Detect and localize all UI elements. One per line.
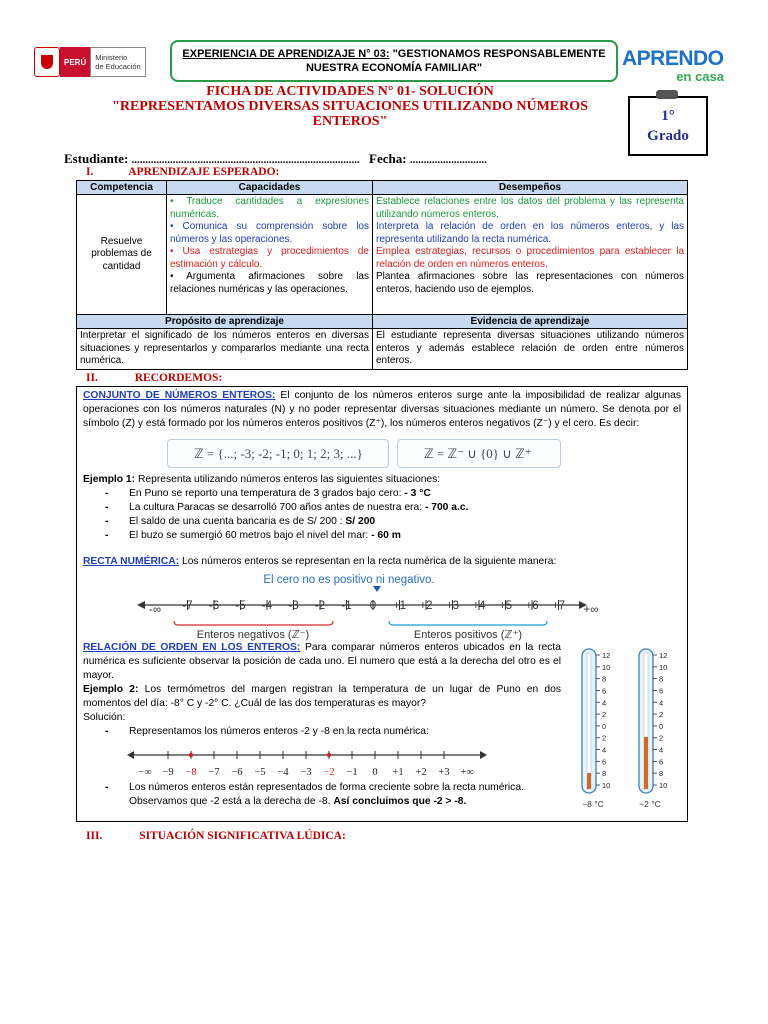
scale-label: 4 xyxy=(602,698,607,708)
recta-paragraph: RECTA NUMÉRICA: Los números enteros se representan en la recta numérica de la siguiente manera: xyxy=(83,556,557,567)
tick-label: -7 xyxy=(182,600,193,612)
section-3-heading: III. SITUACIÓN SIGNIFICATIVA LÚDICA: xyxy=(86,830,346,842)
scale-label: 8 xyxy=(659,674,664,684)
competencia-cell: Resuelve problemas de cantidad xyxy=(77,195,167,315)
header-competencia: Competencia xyxy=(77,181,167,195)
tick-label: -6 xyxy=(208,600,220,612)
header-desempenos: Desempeños xyxy=(373,181,688,195)
integer-set-expression: ℤ = {...; -3; -2; -1; 0; 1; 2; 3; ...} xyxy=(167,439,389,468)
scale-label: 6 xyxy=(602,757,607,767)
experience-title-box xyxy=(170,40,618,82)
experience-label: EXPERIENCIA DE APRENDIZAJE N° 03: xyxy=(182,48,390,60)
positives-bracket xyxy=(389,621,547,625)
thermometer-mercury xyxy=(644,737,648,789)
scale-label: 2 xyxy=(602,710,607,720)
number-line-integers xyxy=(137,571,599,641)
proposito-cell: Interpretar el significado de los números enteros en diversas situaciones y representarlos y compararlos mediante una recta numérica. xyxy=(77,329,373,370)
tick-label: 0 xyxy=(369,600,377,612)
thermometer-capillary xyxy=(587,653,591,789)
tick-label: −2 xyxy=(323,767,335,778)
student-line: Estudiante: ................................................................................... Fecha: ............................ xyxy=(64,151,487,166)
scale-label: 12 xyxy=(659,651,668,660)
highlight-point xyxy=(327,753,331,757)
scale-label: 8 xyxy=(602,769,607,779)
header-capacidades: Capacidades xyxy=(167,181,373,195)
competencies-table xyxy=(76,180,688,370)
scale-label: 0 xyxy=(659,721,664,731)
tick-label: −8 xyxy=(185,767,197,778)
scale-label: 4 xyxy=(659,698,664,708)
student-name-field[interactable]: ................................................................................... xyxy=(131,154,360,166)
tick-label: +∞ xyxy=(460,767,474,778)
tick-label: −∞ xyxy=(138,767,152,778)
solution-label: Solución: xyxy=(83,712,126,723)
scale-label: 8 xyxy=(659,769,664,779)
scale-label: 6 xyxy=(659,757,664,767)
scale-label: 4 xyxy=(602,745,607,755)
scale-label: 6 xyxy=(659,686,664,696)
thermometer-label: −2 °C xyxy=(639,799,661,809)
tick-label: +1 xyxy=(392,767,404,778)
zero-marker-icon xyxy=(373,586,381,592)
tick-label: -∞ xyxy=(148,604,162,616)
zero-note: El cero no es positivo ni negativo. xyxy=(263,574,435,586)
section-1-heading: I. APRENDIZAJE ESPERADO: xyxy=(86,166,280,178)
scale-label: 10 xyxy=(602,662,611,672)
highlight-point xyxy=(189,753,193,757)
negatives-label: Enteros negativos (ℤ⁻) xyxy=(196,629,310,641)
capacidades-cell: • Traduce cantidades a expresiones numéricas. • Comunica su comprensión sobre los números y las operaciones. • Usa estrategias y procedimientos de estimación y cálculo. • Argumenta afirmaciones sobre las relaciones numéricas y las operaciones. xyxy=(167,195,373,315)
scale-label: 8 xyxy=(602,674,607,684)
ministry-name: Ministerio de Educación xyxy=(90,47,145,77)
date-field[interactable]: ............................ xyxy=(409,154,487,166)
scale-label: 10 xyxy=(659,662,668,672)
evidencia-cell: El estudiante representa diversas situaciones utilizando números enteros y además establece relación de orden entre números enteros. xyxy=(373,329,688,370)
orden-paragraph: RELACIÓN DE ORDEN EN LOS ENTEROS: Para comparar números enteros ubicados en la recta numérica es suficiente observar la posición de cada uno. El numero que está a la derecha del otro es el mayor. xyxy=(83,642,561,681)
tick-label: +4 xyxy=(472,600,486,612)
scale-label: 12 xyxy=(602,651,611,660)
grade-number: 1° xyxy=(661,108,675,124)
tick-label: −5 xyxy=(254,767,266,778)
scale-label: 10 xyxy=(659,781,668,790)
scale-label: 2 xyxy=(659,710,664,720)
scale-label: 2 xyxy=(659,733,664,743)
tick-label: -4 xyxy=(261,600,273,612)
header-evidencia: Evidencia de aprendizaje xyxy=(373,315,688,329)
negatives-bracket xyxy=(174,621,333,625)
peru-label: PERÚ xyxy=(60,47,90,77)
left-arrow-icon xyxy=(127,751,134,759)
tick-label: +3 xyxy=(438,767,450,778)
grade-label: Grado xyxy=(647,128,689,144)
left-arrow-icon xyxy=(137,601,145,609)
scale-label: 10 xyxy=(602,781,611,790)
tick-label: −3 xyxy=(300,767,312,778)
header-proposito: Propósito de aprendizaje xyxy=(77,315,373,329)
thermometer-label: −8 °C xyxy=(582,799,604,809)
tick-label: -2 xyxy=(314,600,326,612)
tick-label: −6 xyxy=(231,767,243,778)
desempenos-cell: Establece relaciones entre los datos del problema y las representa utilizando números enteros. Interpreta la relación de orden en los números enteros, y las representa utilizando la recta numérica. Emplea estrategias, recursos o procedimientos para establecer la relación de orden en números enteros. Plantea afirmaciones sobre las representaciones con números enteros, haciendo uso de ejemplos. xyxy=(373,195,688,315)
grade-box xyxy=(628,96,708,156)
recordemos-box: CONJUNTO DE NÚMEROS ENTEROS: El conjunto de los números enteros surge ante la imposibilidad de realizar algunas operaciones con los números naturales (N) y no poder representar diversas situaciones mediante un número. Se denota por el símbolo (Z) y está formado por los números enteros positivos (Z⁺), los números enteros negativos (Z⁻) y el cero. Es decir: ℤ = {...; -3; -2; -1; 0; 1; 2; 3; ...} ℤ = ℤ⁻ ∪ {0} ∪ ℤ⁺ Ejemplo 1: Representa utilizando números enteros las siguientes situaciones: - En Puno se reporto una temperatura de 3 grados bajo cero: - 3 °C - La cultura Paracas se desarrolló 700 años antes de nuestra era: - 700 a.c. - El saldo de una cuenta bancaria es de S/ 200 : S/ 200 - El buzo se sumergió 60 metros bajo el nivel del mar: - 60 m RECTA NUMÉRICA: Los números enteros se representan en la recta numérica de la siguiente manera: El cero no es positivo ni negativo. -∞ -7 -6 -5 -4 -3 -2 -1 0 +1 +2 +3 +4 +5 +6 +7 +∞ Enteros negativos (ℤ⁻) Enteros positivos (ℤ⁺) RELACIÓN DE ORDEN EN LOS ENTEROS: Para comparar números enteros ubicados en la recta numérica es suficiente observar la posición de cada uno. El numero que está a la derecha del otro es el mayor. Ejemplo 2: Los termómetros del margen registran la temperatura de un lugar de Puno en dos momentos del día: -8° C y -2° C. ¿Cuál de las dos temperaturas es mayor? Solución: - Representamos los números enteros -2 y -8 en la recta numérica: −∞ −9 −8 −7 −6 −5 −4 −3 −2 −1 0 +1 +2 +3 +∞ - Los números enteros están representados de forma creciente sobre la recta numérica. Observamos que -2 está a la derecha de -8. Así concluimos que -2 > -8. 12 10 8 6 4 2 0 2 4 6 8 10 −8 °C 12 10 8 6 4 2 0 2 4 6 8 10 −2 °C xyxy=(76,386,688,822)
tick-label: −1 xyxy=(346,767,358,778)
conjunto-paragraph: CONJUNTO DE NÚMEROS ENTEROS: El conjunto de los números enteros surge ante la imposibilidad de realizar algunas operaciones con los números naturales (N) y no poder representar diversas situaciones mediante un número. Se denota por el símbolo (Z) y está formado por los números enteros positivos (Z⁺), los números enteros negativos (Z⁻) y el cero. Es decir: xyxy=(83,390,681,429)
thermometers xyxy=(577,641,687,813)
page-title: FICHA DE ACTIVIDADES N° 01- SOLUCIÓN "REPRESENTAMOS DIVERSAS SITUACIONES UTILIZANDO NÚMEROS ENTEROS" xyxy=(112,84,588,129)
peru-shield-icon xyxy=(34,47,60,77)
aprendo-en-casa-logo: APRENDO en casa xyxy=(622,47,724,84)
number-line-example xyxy=(127,743,487,783)
tick-label: +2 xyxy=(415,767,427,778)
tick-label: -5 xyxy=(235,600,246,612)
scale-label: 4 xyxy=(659,745,664,755)
tick-label: -1 xyxy=(341,600,352,612)
tick-label: +1 xyxy=(392,600,407,612)
tick-label: +2 xyxy=(419,600,433,612)
integer-set-union: ℤ = ℤ⁻ ∪ {0} ∪ ℤ⁺ xyxy=(397,439,561,468)
tick-label: +7 xyxy=(551,600,566,612)
tick-label: +5 xyxy=(498,600,513,612)
scale-label: 2 xyxy=(602,733,607,743)
ministry-logo xyxy=(34,44,154,80)
example1-intro: Ejemplo 1: Representa utilizando números enteros las siguientes situaciones: xyxy=(83,474,441,485)
positives-label: Enteros positivos (ℤ⁺) xyxy=(413,629,523,641)
section-2-heading: II. RECORDEMOS: xyxy=(86,372,223,384)
scale-label: 0 xyxy=(602,721,607,731)
scale-label: 6 xyxy=(602,686,607,696)
example2-paragraph: Ejemplo 2: Los termómetros del margen registran la temperatura de un lugar de Puno en dos momentos del día: -8° C y -2° C. ¿Cuál de las dos temperaturas es mayor? xyxy=(83,684,561,709)
experience-title-1: "GESTIONAMOS RESPONSABLEMENTE xyxy=(392,48,606,60)
tick-label: −7 xyxy=(208,767,220,778)
experience-title-2: NUESTRA ECONOMÍA FAMILIAR" xyxy=(305,62,483,74)
tick-label: -3 xyxy=(288,600,299,612)
thermometer-mercury xyxy=(587,773,591,789)
tick-label: −4 xyxy=(277,767,289,778)
clipboard-clip-icon xyxy=(656,90,678,99)
tick-label: −9 xyxy=(162,767,174,778)
tick-label: 0 xyxy=(372,767,378,778)
tick-label: +∞ xyxy=(583,604,599,616)
right-arrow-icon xyxy=(480,751,487,759)
tick-label: +3 xyxy=(445,600,460,612)
tick-label: +6 xyxy=(525,600,539,612)
